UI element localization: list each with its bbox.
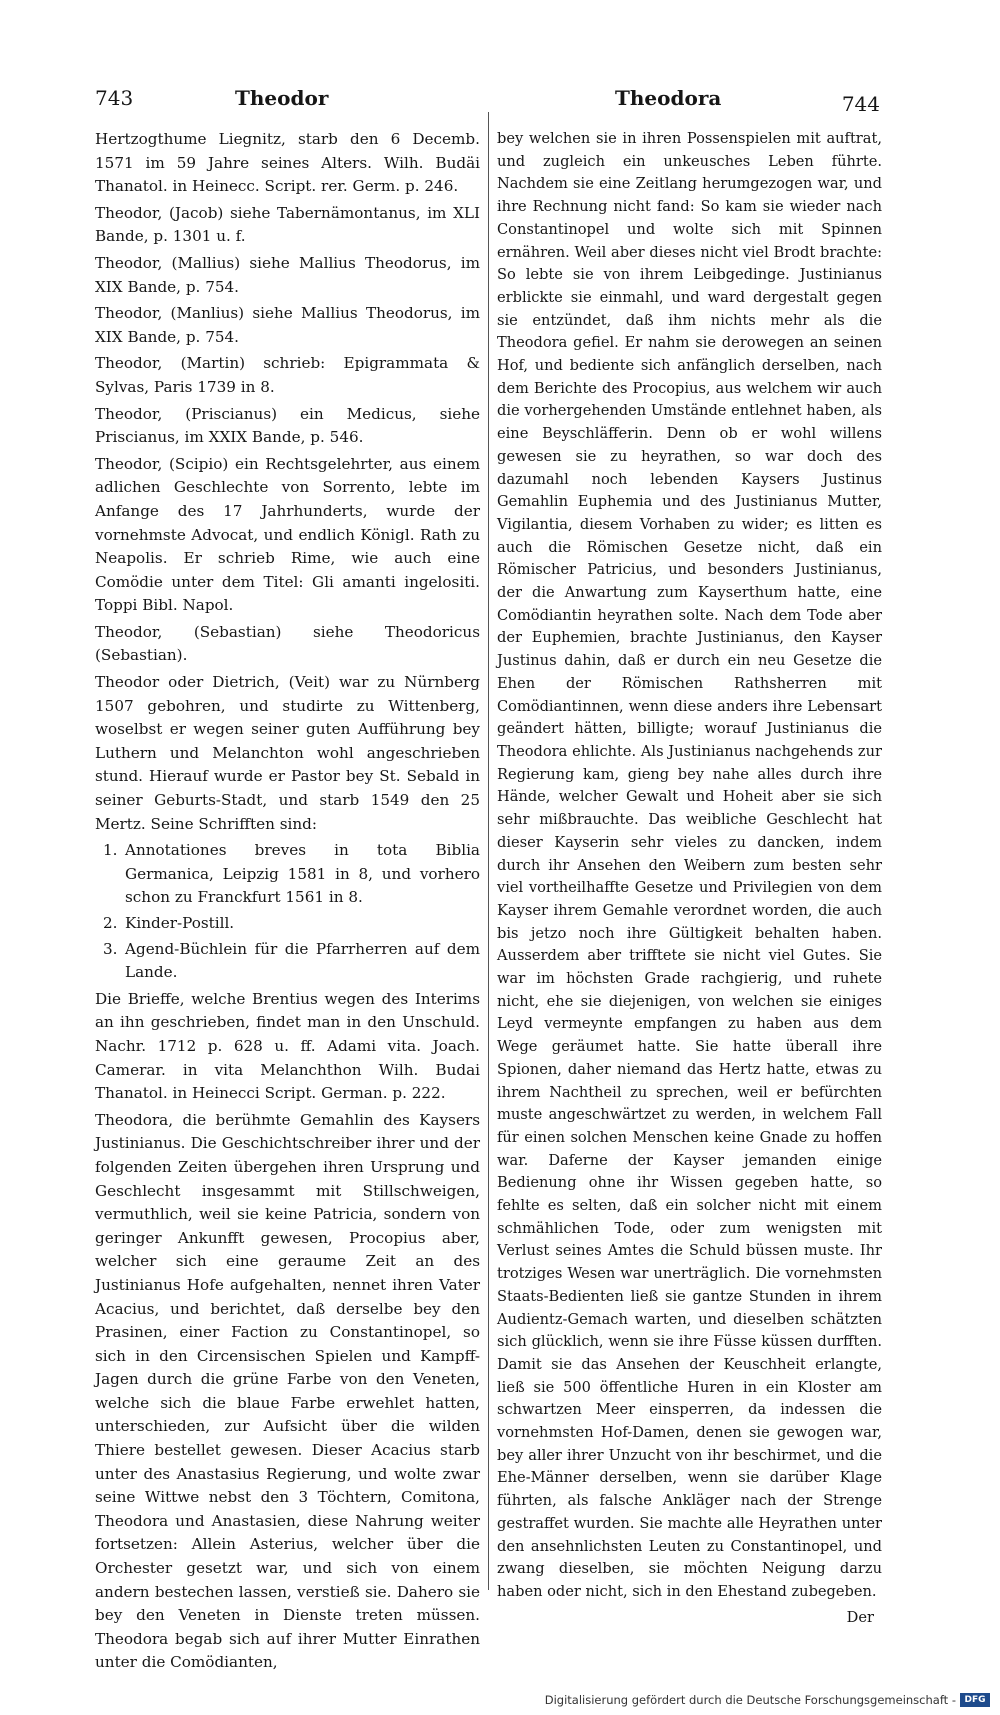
list-text: Annotationes breves in tota Biblia Germanica, Leipzig 1581 in 8, und vorhero schon zu Franckfurt 1561 in 8. bbox=[125, 841, 480, 907]
entry-theodora-continued: bey welchen sie in ihren Possenspielen mit auftrat, und zugleich ein unkeusches Leben führte. Nachdem sie eine Zeitlang herumgezogen war, und ihre Rechnung nicht fand: So kam sie wieder nach Constantinopel und wolte sich mit Spinnen ernähren. Weil aber dieses nicht viel Brodt brachte: So lebte sie von ihrem Leibgedinge. Justinianus erblickte sie einmahl, und ward dergestalt gegen sie entzündet, daß ihm nichts mehr als die Theodora gefiel. Er nahm sie derowegen an seinen Hof, und bediente sich anfänglich derselben, nach dem Berichte des Procopius, aus welchem wir auch die vorhergehenden Umstände entlehnet haben, als eine Beyschläfferin. Denn ob er wohl willens gewesen sie zu heyrathen, so war doch des dazumahl noch lebenden Kaysers Justinus Gemahlin Euphemia und des Justinianus Mutter, Vigilantia, diesem Vorhaben zu wider; es litten es auch die Römischen Gesetze nicht, daß ein Römischer Patricius, und besonders Justinianus, der die Anwartung zum Kayserthum hatte, eine Comödiantin heyrathen solte. Nach dem Tode aber der Euphemien, brachte Justinianus, den Kayser Justinus dahin, daß er durch ein neu Gesetze die Ehen der Römischen Rathsherren mit Comödiantinnen, wenn diese anders ihre Lebensart geändert hätten, billigte; worauf Justinianus die Theodora ehlichte. Als Justinianus nachgehends zur Regierung kam, gieng bey nahe alles durch ihre Hände, welcher Gewalt und Hoheit aber sie sich sehr mißbrauchte. Das weibliche Geschlecht hat dieser Kayserin sehr vieles zu dancken, indem durch ihr Ansehen den Weibern zum besten sehr viel vortheilhaffte Gesetze und Privilegien von dem Kayser ihrem Gemahle verordnet worden, die auch bis jetzo noch ihre Gültigkeit behalten haben. Ausserdem aber trifftete sie nicht viel Gutes. Sie war im höchsten Grade rachgierig, und ruhete nicht, ehe sie diejenigen, von welchen sie einiges Leyd vermeynte empfangen zu haben aus dem Wege geräumet hatte. Sie hatte überall ihre Spionen, daher niemand das Hertz hatte, etwas zu ihrem Nachtheil zu sprechen, weil er befürchten muste angeschwärtzet zu werden, in welchem Fall für einen solchen Menschen keine Gnade zu hoffen war. Daferne der Kayser jemanden einige Bedienung ohne ihr Wissen gegeben hatte, so fehlte es selten, daß ein solcher nicht mit einem schmählichen Tode, oder zum wenigsten mit Verlust seines Amtes die Schuld büssen muste. Ihr trotziges Wesen war unerträglich. Die vornehmsten Staats-Bedienten ließ sie gantze Stunden in ihrem Audientz-Gemach warten, und dieselben schätzten sich glücklich, wenn sie ihre Füsse küssen durfften. Damit sie das Ansehen der Keuschheit erlangte, ließ sie 500 öffentliche Huren in ein Kloster am schwartzen Meer einsperren, da indessen die vornehmsten Hof-Damen, denen sie gewogen war, bey aller ihrer Unzucht von ihr beschirmet, und die Ehe-Männer derselben, wenn sie darüber Klage führten, als falsche Ankläger nach der Strenge gestraffet wurden. Sie machte alle Heyrathen unter den ansehnlichsten Leuten zu Constantinopel, und zwang dieselben, sie möchten Neigung darzu haben oder nicht, sich in den Ehestand zubegeben. bbox=[497, 130, 882, 1600]
entry-brentius-note: Die Brieffe, welche Brentius wegen des Interims an ihn geschrieben, findet man in den Unschuld. Nachr. 1712 p. 628 u. ff. Adami vita. Joach. Camerar. in vita Melanchthon Wilh. Budai Thanatol. in Heinecci Script. German. p. 222. bbox=[95, 989, 480, 1103]
left-column bbox=[95, 128, 480, 1678]
writings-list bbox=[95, 839, 480, 985]
dfg-logo-icon: DFG bbox=[960, 1693, 990, 1707]
entry-theodor-scipio: Theodor, (Scipio) ein Rechtsgelehrter, aus einem adlichen Geschlechte von Sorrento, lebte im Anfange des 17 Jahrhunderts, wurde der vornehmste Advocat, und endlich Königl. Rath zu Neapolis. Er schrieb Rime, wie auch eine Comödie unter dem Titel: Gli amanti ingelositi. Toppi Bibl. Napol. bbox=[95, 454, 480, 615]
catchword: Der bbox=[846, 1608, 874, 1626]
list-item bbox=[95, 839, 480, 910]
footer-text: Digitalisierung gefördert durch die Deutsche Forschungsgemeinschaft - bbox=[544, 1693, 956, 1707]
running-head-right: Theodora bbox=[615, 86, 722, 110]
list-number: 3. bbox=[103, 939, 118, 958]
entry-theodor-veit: Theodor oder Dietrich, (Veit) war zu Nürnberg 1507 gebohren, und studirte zu Wittenberg, woselbst er wegen seiner guten Aufführung bey Luthern und Melanchton wohl angeschrieben stund. Hierauf wurde er Pastor bey St. Sebald in seiner Geburts-Stadt, und starb 1549 den 25 Mertz. Seine Schrifften sind: bbox=[95, 673, 480, 833]
running-head-left: Theodor bbox=[235, 86, 329, 110]
list-number: 1. bbox=[103, 841, 118, 860]
list-item bbox=[95, 938, 480, 985]
list-number: 2. bbox=[103, 914, 118, 932]
entry-theodor-mallius: Theodor, (Mallius) siehe Mallius Theodorus, im XIX Bande, p. 754. bbox=[95, 253, 480, 296]
footer-credit bbox=[545, 1693, 990, 1707]
page-number-right: 744 bbox=[841, 92, 880, 116]
list-text: Agend-Büchlein für die Pfarrherren auf dem Lande. bbox=[125, 939, 480, 982]
entry-theodor-jacob: Theodor, (Jacob) siehe Tabernämontanus, im XLI Bande, p. 1301 u. f. bbox=[95, 203, 480, 246]
entry-theodor-sebastian: Theodor, (Sebastian) siehe Theodoricus (Sebastian). bbox=[95, 622, 480, 665]
list-item bbox=[95, 912, 480, 936]
entry-theodora: Theodora, die berühmte Gemahlin des Kaysers Justinianus. Die Geschichtschreiber ihrer und der folgenden Zeiten übergehen ihren Ursprung und Geschlecht insgesammt mit Stillschweigen, vermuthlich, weil sie keine Patricia, sondern von geringer Ankunfft gewesen, Procopius aber, welcher sich eine geraume Zeit an des Justinianus Hofe aufgehalten, nennet ihren Vater Acacius, und berichtet, daß derselbe bey den Prasinen, einer Faction zu Constantinopel, so sich in den Circensischen Spielen und Kampff-Jagen durch die grüne Farbe von den Veneten, welche sich die blaue Farbe erwehlet hatten, unterschieden, zur Aufsicht über die wilden Thiere bestellet gewesen. Dieser Acacius starb unter des Anastasius Regierung, und wolte zwar seine Wittwe nebst den 3 Töchtern, Comitona, Theodora und Anastasien, diese Nahrung weiter fortsetzen: Allein Asterius, welcher über die Orchester gesetzt war, und sich von einem andern bestechen lassen, verstieß sie. Dahero sie bey den Veneten in Dienste treten müssen. Theodora begab sich auf ihrer Mutter Einrathen unter die Comödianten, bbox=[95, 1110, 480, 1672]
right-column bbox=[497, 128, 882, 1629]
page-number-left: 743 bbox=[95, 86, 134, 110]
entry-theodor-martin: Theodor, (Martin) schrieb: Epigrammata & Sylvas, Paris 1739 in 8. bbox=[95, 354, 480, 396]
column-divider bbox=[488, 112, 489, 1590]
entry-continuation: Hertzogthume Liegnitz, starb den 6 Decemb. 1571 im 59 Jahre seines Alters. Wilh. Budäi Thanatol. in Heinecc. Script. rer. Germ. p. 246. bbox=[95, 130, 480, 196]
entry-theodor-priscianus: Theodor, (Priscianus) ein Medicus, siehe Priscianus, im XXIX Bande, p. 546. bbox=[95, 404, 480, 447]
entry-theodor-manlius: Theodor, (Manlius) siehe Mallius Theodorus, im XIX Bande, p. 754. bbox=[95, 304, 480, 346]
list-text: Kinder-Postill. bbox=[125, 914, 235, 932]
